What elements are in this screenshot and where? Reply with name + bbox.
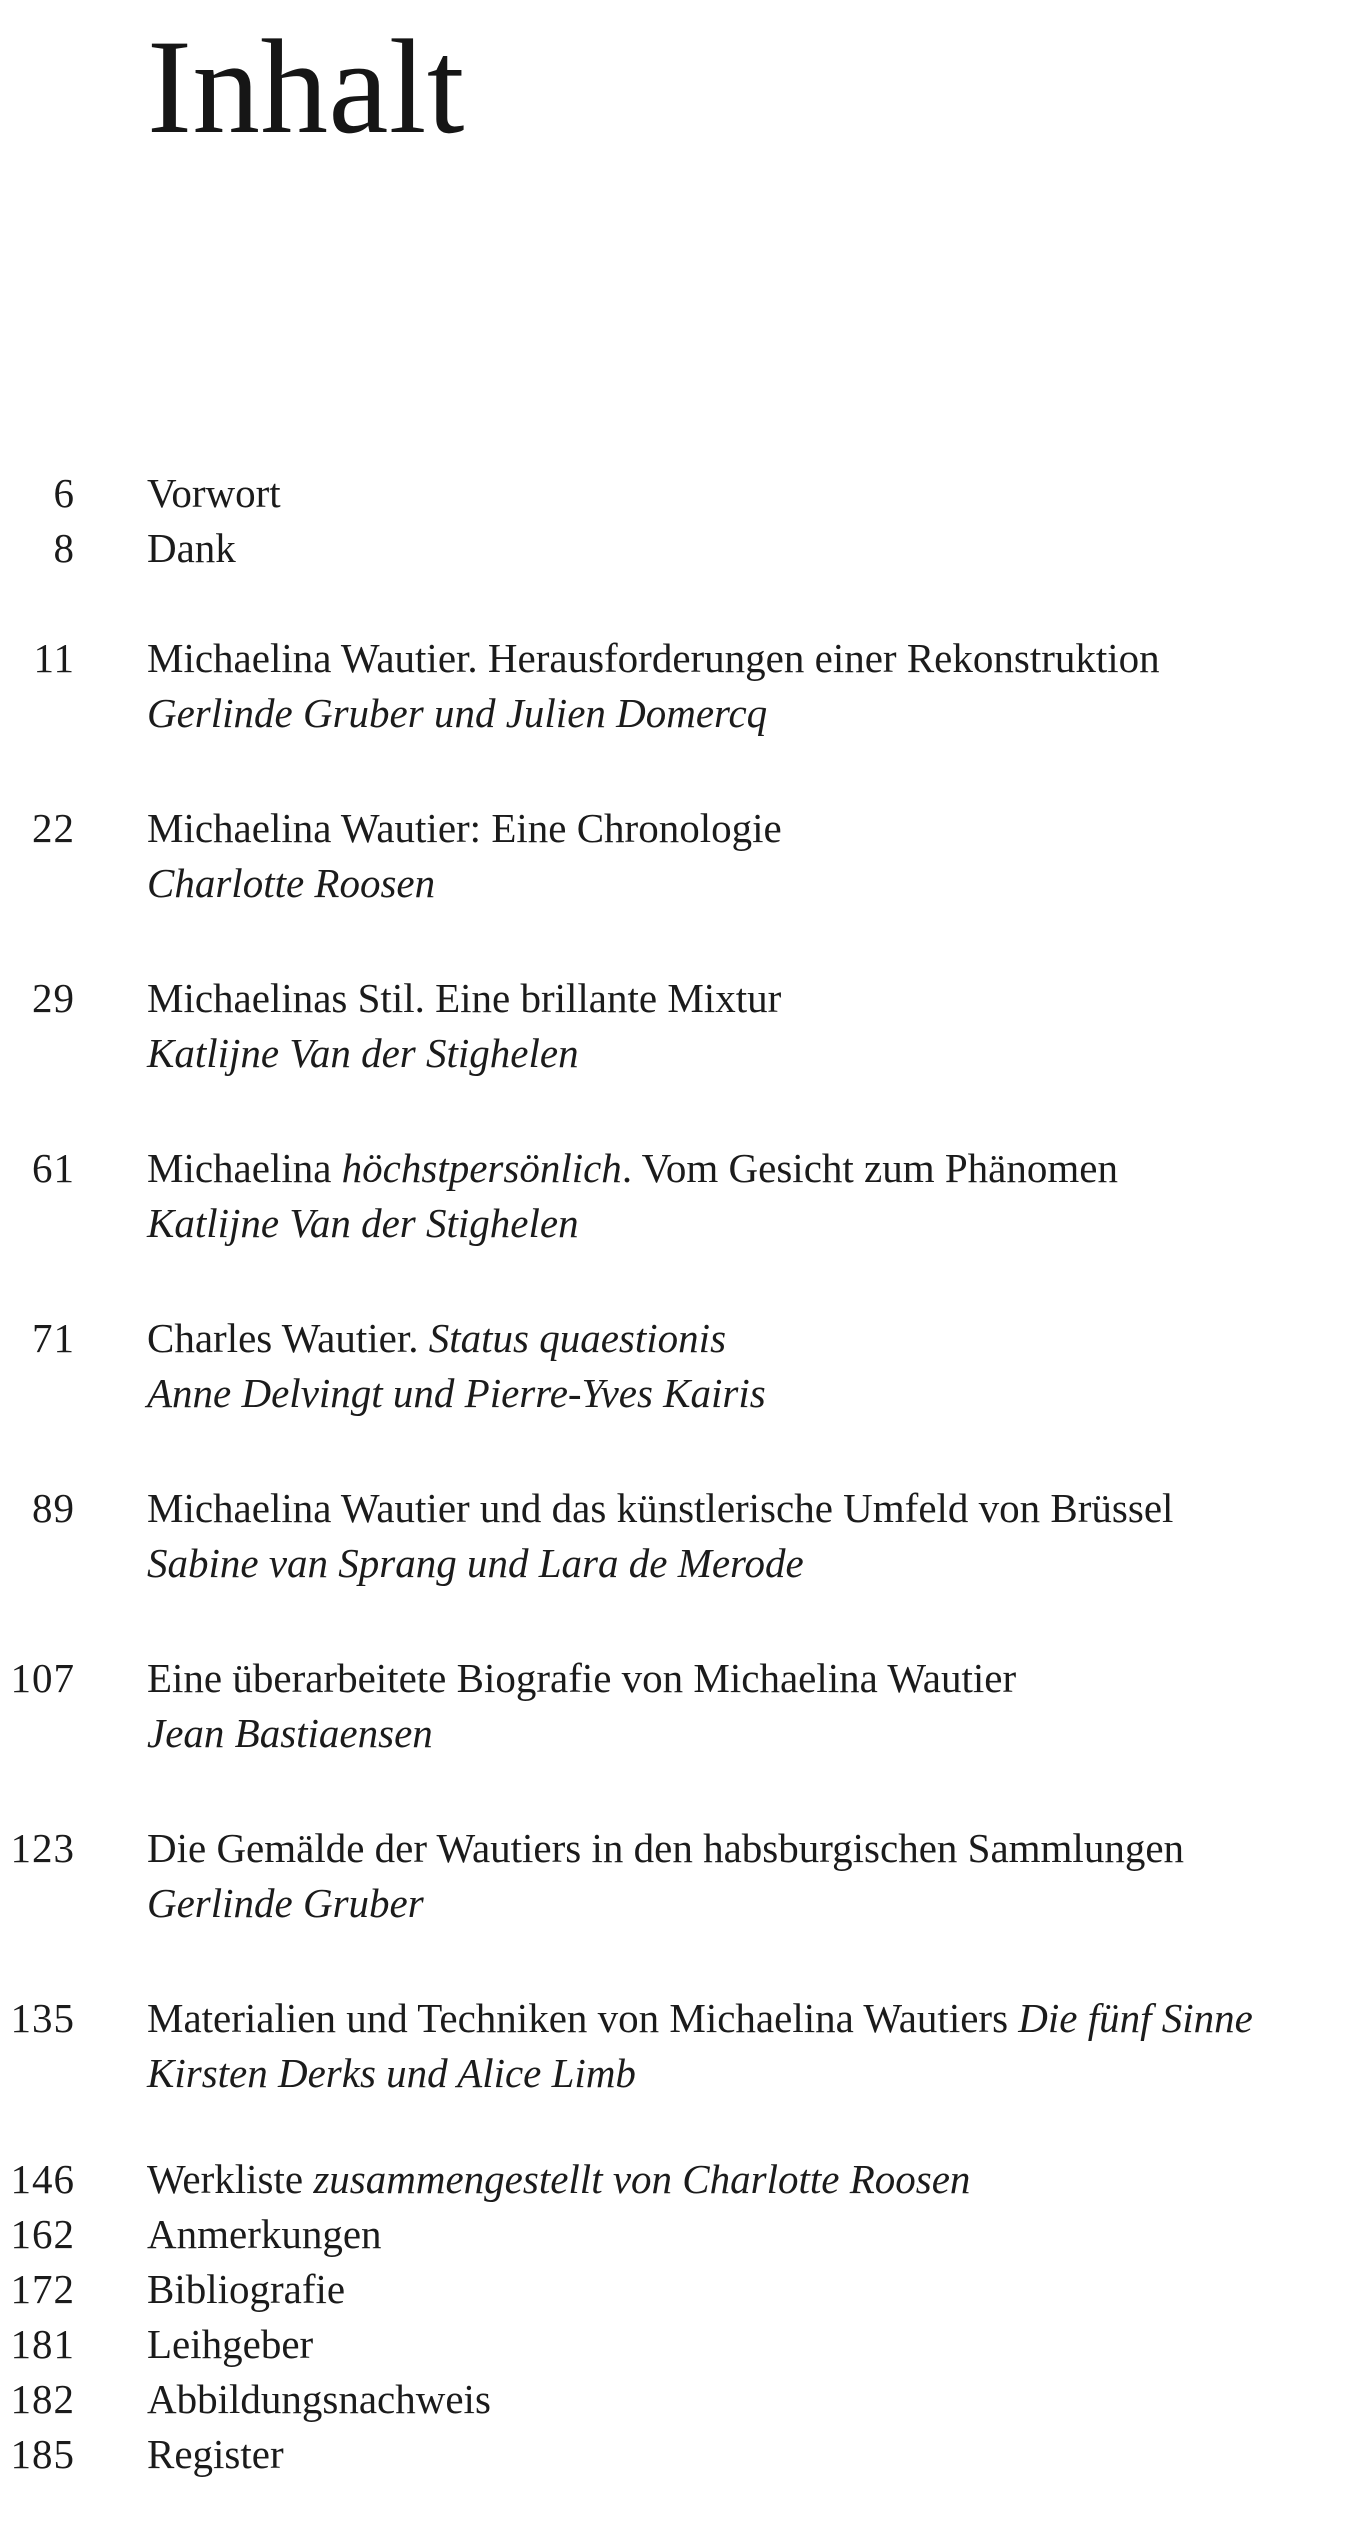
toc-entry-title: Michaelina Wautier: Eine Chronologie [147, 805, 782, 851]
toc-entry-group [0, 1141, 1350, 1251]
toc-entry-author-row [0, 1876, 1350, 1931]
essays-list [0, 631, 1350, 2101]
toc-entry-title: Register [147, 2431, 284, 2477]
toc-page-number: 146 [10, 2156, 75, 2202]
toc-entry-title: Die Gemälde der Wautiers in den habsburgischen Sammlungen [147, 1825, 1185, 1871]
toc-entry [0, 1141, 1350, 1196]
toc-entry [0, 1311, 1350, 1366]
toc-entry-authors: Gerlinde Gruber [147, 1880, 424, 1926]
toc-page-number: 123 [10, 1825, 75, 1871]
toc-entry [0, 1651, 1350, 1706]
toc-page-number: 71 [32, 1315, 75, 1361]
toc-page-number: 8 [53, 525, 75, 571]
toc-entry-title: Abbildungsnachweis [147, 2376, 491, 2422]
toc-entry-group [0, 1991, 1350, 2101]
toc-entry-authors: Gerlinde Gruber und Julien Domercq [147, 690, 768, 736]
toc-entry-authors: Kirsten Derks und Alice Limb [147, 2050, 636, 2096]
table-of-contents [0, 466, 1350, 2482]
toc-entry-group [0, 971, 1350, 1081]
toc-entry [0, 2152, 1350, 2207]
toc-page-number: 11 [33, 635, 75, 681]
toc-entry-author-row [0, 1536, 1350, 1591]
toc-page-number: 185 [10, 2431, 75, 2477]
toc-page-number: 89 [32, 1485, 75, 1531]
toc-entry-title: Leihgeber [147, 2321, 314, 2367]
toc-entry-author-row [0, 1026, 1350, 1081]
toc-page-number: 61 [32, 1145, 75, 1191]
toc-page-number: 135 [10, 1995, 75, 2041]
toc-page-number: 172 [10, 2266, 75, 2312]
toc-entry-author-row [0, 856, 1350, 911]
toc-entry-authors: Sabine van Sprang und Lara de Merode [147, 1540, 804, 1586]
toc-entry [0, 2207, 1350, 2262]
front-matter-list [0, 466, 1350, 576]
toc-entry-title: Bibliografie [147, 2266, 346, 2312]
toc-entry-title: Charles Wautier. Status quaestionis [147, 1315, 727, 1361]
toc-entry-group [0, 1481, 1350, 1591]
toc-entry [0, 801, 1350, 856]
toc-entry-title: Materialien und Techniken von Michaelina Wautiers Die fünf Sinne [147, 1995, 1253, 2041]
toc-entry-title: Michaelina höchstpersönlich. Vom Gesicht zum Phänomen [147, 1145, 1118, 1191]
toc-entry-authors: Jean Bastiaensen [147, 1710, 433, 1756]
toc-entry-title: Eine überarbeitete Biografie von Michaelina Wautier [147, 1655, 1017, 1701]
toc-page-number: 29 [32, 975, 75, 1021]
toc-entry [0, 2372, 1350, 2427]
page-title: Inhalt [147, 13, 465, 162]
toc-page-number: 162 [10, 2211, 75, 2257]
toc-entry [0, 1821, 1350, 1876]
toc-entry-title: Michaelina Wautier und das künstlerische Umfeld von Brüssel [147, 1485, 1174, 1531]
toc-entry-title: Vorwort [147, 470, 281, 516]
toc-entry [0, 2262, 1350, 2317]
toc-entry-group [0, 1311, 1350, 1421]
toc-entry-authors: Charlotte Roosen [147, 860, 436, 906]
toc-entry-title: Dank [147, 525, 236, 571]
toc-entry-author-row [0, 1366, 1350, 1421]
toc-entry-title: Michaelina Wautier. Herausforderungen einer Rekonstruktion [147, 635, 1160, 681]
toc-entry-group [0, 1821, 1350, 1931]
toc-entry-author-row [0, 1706, 1350, 1761]
toc-entry [0, 521, 1350, 576]
toc-page-number: 182 [10, 2376, 75, 2422]
toc-entry [0, 466, 1350, 521]
toc-entry [0, 971, 1350, 1026]
toc-entry [0, 1991, 1350, 2046]
toc-entry-group [0, 801, 1350, 911]
toc-page-number: 22 [32, 805, 75, 851]
toc-entry-author-row [0, 2046, 1350, 2101]
toc-entry [0, 631, 1350, 686]
toc-entry [0, 1481, 1350, 1536]
toc-entry-authors: Anne Delvingt und Pierre-Yves Kairis [147, 1370, 766, 1416]
toc-entry [0, 2317, 1350, 2372]
toc-entry-authors: Katlijne Van der Stighelen [147, 1200, 579, 1246]
toc-entry [0, 2427, 1350, 2482]
toc-entry-authors: Katlijne Van der Stighelen [147, 1030, 579, 1076]
toc-entry-group [0, 1651, 1350, 1761]
toc-entry-title: Anmerkungen [147, 2211, 382, 2257]
toc-entry-title: Werkliste zusammengestellt von Charlotte Roosen [147, 2156, 971, 2202]
toc-entry-author-row [0, 1196, 1350, 1251]
back-matter-list [0, 2152, 1350, 2482]
toc-page-number: 181 [10, 2321, 75, 2367]
toc-entry-group [0, 631, 1350, 741]
toc-entry-author-row [0, 686, 1350, 741]
toc-page-number: 107 [10, 1655, 75, 1701]
toc-entry-title: Michaelinas Stil. Eine brillante Mixtur [147, 975, 782, 1021]
toc-page-number: 6 [53, 470, 75, 516]
